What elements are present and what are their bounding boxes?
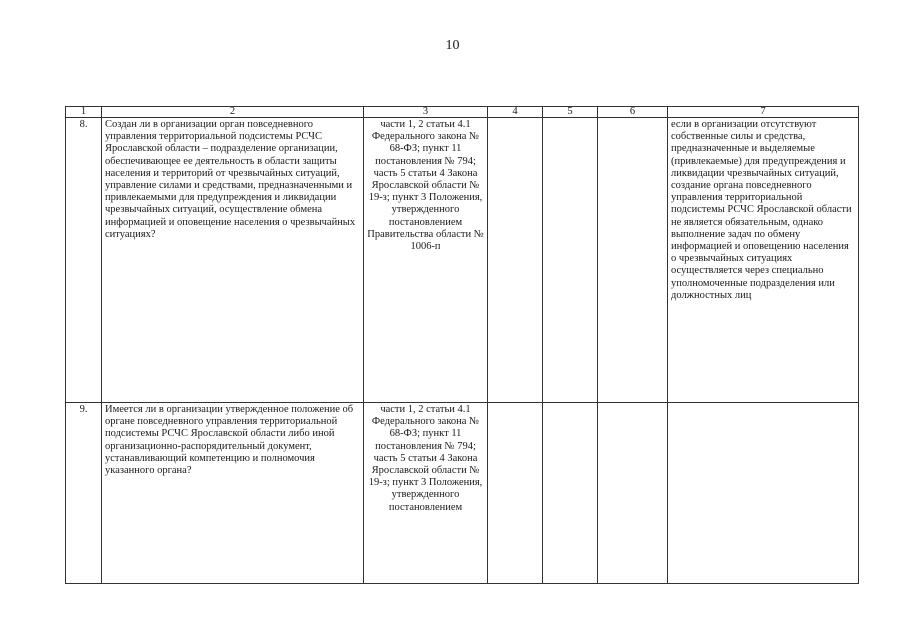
column-header: 3 xyxy=(364,107,488,118)
header-row xyxy=(66,107,859,118)
answer-cell-na xyxy=(598,118,668,403)
answer-cell-yes xyxy=(488,403,543,584)
question-cell: Создан ли в организации орган повседневного управления территориальной подсистемы РСЧС Ярославской области – подразделение организации, обеспечивающее ее деятельность в области защиты населения и территорий от чрезвычайных ситуаций, управление силами и средствами, предназначенными и привлекаемыми для предупреждения и ликвидации чрезвычайных ситуаций, осуществление обмена информацией и оповещение населения о чрезвычайных ситуациях? xyxy=(102,118,364,403)
table-row xyxy=(66,403,859,584)
answer-cell-yes xyxy=(488,118,543,403)
answer-cell-no xyxy=(543,118,598,403)
question-cell: Имеется ли в организации утвержденное положение об органе повседневного управления территориальной подсистемы РСЧС Ярославской области либо иной организационно-распорядительный документ, устанавливающий компетенцию и полномочия указанного органа? xyxy=(102,403,364,584)
answer-cell-na xyxy=(598,403,668,584)
column-header: 4 xyxy=(488,107,543,118)
comment-cell: если в организации отсутствуют собственные силы и средства, предназначенные и выделяемые (привлекаемые) для предупреждения и ликвидации чрезвычайных ситуаций, создание органа повседневного управления территориальной подсистемы РСЧС Ярославской области не является обязательным, однако выполнение задач по обмену информацией и оповещению населения о чрезвычайных ситуациях осуществляется через специально уполномоченные подразделения или должностных лиц xyxy=(668,118,859,403)
row-number: 8. xyxy=(66,118,102,403)
reference-cell: части 1, 2 статьи 4.1 Федерального закона № 68-ФЗ; пункт 11 постановления № 794; часть 5 статьи 4 Закона Ярославской области № 19-з; пункт 3 Положения, утвержденного постановлением xyxy=(364,403,488,584)
checklist-table xyxy=(65,106,859,584)
reference-cell: части 1, 2 статьи 4.1 Федерального закона № 68-ФЗ; пункт 11 постановления № 794; часть 5 статьи 4 Закона Ярославской области № 19-з; пункт 3 Положения, утвержденного постановлением Правительства области № 1006-п xyxy=(364,118,488,403)
row-number: 9. xyxy=(66,403,102,584)
page-number: 10 xyxy=(445,38,460,53)
comment-cell xyxy=(668,403,859,584)
column-header: 7 xyxy=(668,107,859,118)
column-header: 1 xyxy=(66,107,102,118)
column-header: 5 xyxy=(543,107,598,118)
table-row xyxy=(66,118,859,403)
answer-cell-no xyxy=(543,403,598,584)
column-header: 2 xyxy=(102,107,364,118)
column-header: 6 xyxy=(598,107,668,118)
